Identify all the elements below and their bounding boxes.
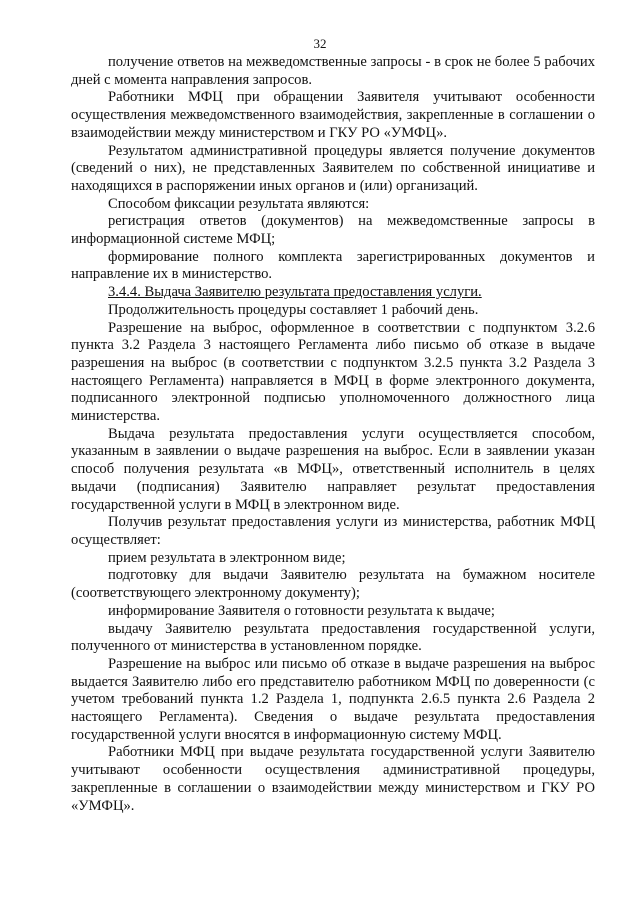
- paragraph: получение ответов на межведомственные запросы - в срок не более 5 рабочих дней с момента направления запросов.: [71, 54, 595, 88]
- paragraph: информирование Заявителя о готовности результата к выдаче;: [108, 602, 495, 619]
- paragraph: Результатом административной процедуры является получение документов (сведений о них), не представленных Заявителем по собственной инициативе и находящихся в распоряжении иных органов и (или) организаций.: [71, 142, 595, 194]
- paragraph: Разрешение на выброс, оформленное в соответствии с подпунктом 3.2.6 пункта 3.2 Раздела 3 настоящего Регламента либо письмо об отказе в выдаче разрешения на выброс (в соответствии с подпунктом 3.2.5 пункта 3.2 Раздела 3 настоящего Регламента) направляется в МФЦ в форме электронного документа, подписанного электронной подписью уполномоченного должностного лица министерства.: [71, 319, 595, 425]
- paragraph: прием результата в электронном виде;: [108, 549, 346, 566]
- paragraph: Способом фиксации результата являются:: [108, 195, 370, 212]
- document-body: [71, 54, 595, 815]
- paragraph: выдачу Заявителю результата предоставления государственной услуги, полученного от министерства в установленном порядке.: [71, 620, 595, 655]
- page-number: 32: [313, 36, 327, 51]
- paragraph: Продолжительность процедуры составляет 1 рабочий день.: [108, 301, 479, 318]
- paragraph: Работники МФЦ при обращении Заявителя учитывают особенности осуществления межведомственного взаимодействия, закрепленные в соглашении о взаимодействии между министерством и ГКУ РО «УМФЦ».: [71, 89, 595, 141]
- paragraph: Выдача результата предоставления услуги осуществляется способом, указанным в заявлении о выдаче разрешения на выброс. Если в заявлении указан способ получения результата «в МФЦ», ответственный исполнитель в целях выдачи (подписания) Заявителю направляет результат предоставления государственной услуги в МФЦ в электронном виде.: [71, 425, 595, 513]
- paragraph: регистрация ответов (документов) на межведомственные запросы в информационной системе МФЦ;: [71, 213, 595, 248]
- paragraph: Работники МФЦ при выдаче результата государственной услуги Заявителю учитывают особенности осуществления административной процедуры, закрепленные в соглашении о взаимодействии между министерством и ГКУ РО «УМФЦ».: [71, 744, 595, 814]
- paragraph: подготовку для выдачи Заявителю результата на бумажном носителе (соответствующего электронному документу);: [71, 567, 595, 602]
- paragraph: формирование полного комплекта зарегистрированных документов и направление их в министерство.: [71, 248, 595, 283]
- section-heading: 3.4.4. Выдача Заявителю результата предоставления услуги.: [108, 284, 482, 301]
- paragraph: Разрешение на выброс или письмо об отказе в выдаче разрешения на выброс выдается Заявителю либо его представителю работником МФЦ по доверенности (с учетом требований пункта 1.2 Раздела 1, подпункта 2.6.5 пункта 2.6 Раздела 2 настоящего Регламента). Сведения о выдаче результата предоставления государственной услуги вносятся в информационную систему МФЦ.: [71, 655, 595, 743]
- paragraph: Получив результат предоставления услуги из министерства, работник МФЦ осуществляет:: [71, 514, 595, 548]
